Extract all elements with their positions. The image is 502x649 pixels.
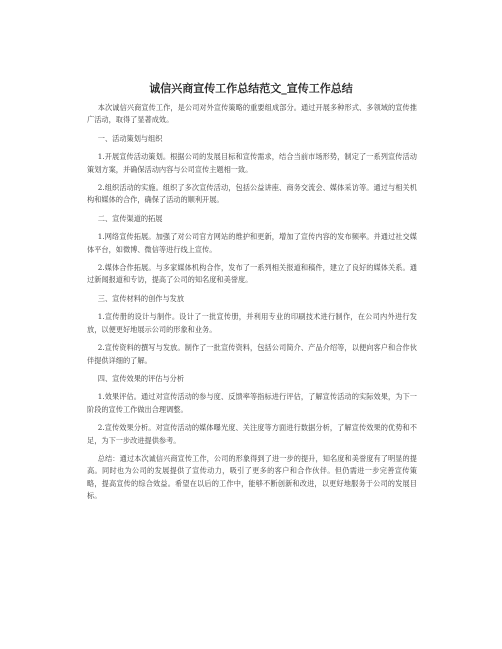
body-paragraph: 1.开展宣传活动策划。根据公司的发展目标和宣传需求，结合当前市场形势，制定了一系列宣传活动策划方案，并确保活动内容与公司宣传主题相一致。 <box>87 152 417 174</box>
section-heading: 二、宣传渠道的拓展 <box>97 213 163 223</box>
document-title: 诚信兴商宣传工作总结范文_宣传工作总结 <box>149 82 353 95</box>
section-heading: 三、宣传材料的创作与发放 <box>97 293 185 303</box>
document-body <box>87 102 417 509</box>
body-paragraph: 2.宣传效果分析。对宣传活动的媒体曝光度、关注度等方面进行数据分析，了解宣传效果的优势和不足，为下一步改进提供参考。 <box>87 423 417 445</box>
body-paragraph: 总结：通过本次诚信兴商宣传工作，公司的形象得到了进一步的提升，知名度和美誉度有了明显的提高。同时也为公司的发展提供了宣传动力，吸引了更多的客户和合作伙伴。但仍需进一步完善宣传策略，提高宣传的综合效益。希望在以后的工作中，能够不断创新和改进，以更好地服务于公司的发展目标。 <box>87 453 417 501</box>
body-paragraph: 1.效果评估。通过对宣传活动的参与度、反馈率等指标进行评估，了解宣传活动的实际效果，为下一阶段的宣传工作做出合理调整。 <box>87 392 417 414</box>
body-paragraph: 本次诚信兴商宣传工作，是公司对外宣传策略的重要组成部分。通过开展多种形式、多领域的宣传推广活动，取得了显著成效。 <box>87 103 417 125</box>
section-heading: 一、活动策划与组织 <box>97 133 163 143</box>
body-paragraph: 2.宣传资料的撰写与发放。制作了一批宣传资料，包括公司简介、产品介绍等，以便向客户和合作伙伴提供详细的了解。 <box>87 343 417 365</box>
section-heading: 四、宣传效果的评估与分析 <box>97 373 185 383</box>
body-paragraph: 2.组织活动的实施。组织了多次宣传活动，包括公益讲座、商务交流会、媒体采访等。通过与相关机构和媒体的合作，确保了活动的顺利开展。 <box>87 183 417 205</box>
body-paragraph: 1.网络宣传拓展。加强了对公司官方网站的维护和更新，增加了宣传内容的发布频率。并通过社交媒体平台，如微博、微信等进行线上宣传。 <box>87 232 417 254</box>
body-paragraph: 2.媒体合作拓展。与多家媒体机构合作，发布了一系列相关报道和稿件，建立了良好的媒体关系。通过新闻报道和专访，提高了公司的知名度和美誉度。 <box>87 263 417 285</box>
body-paragraph: 1.宣传册的设计与制作。设计了一批宣传册，并利用专业的印刷技术进行制作，在公司内外进行发放，以便更好地展示公司的形象和业务。 <box>87 312 417 334</box>
